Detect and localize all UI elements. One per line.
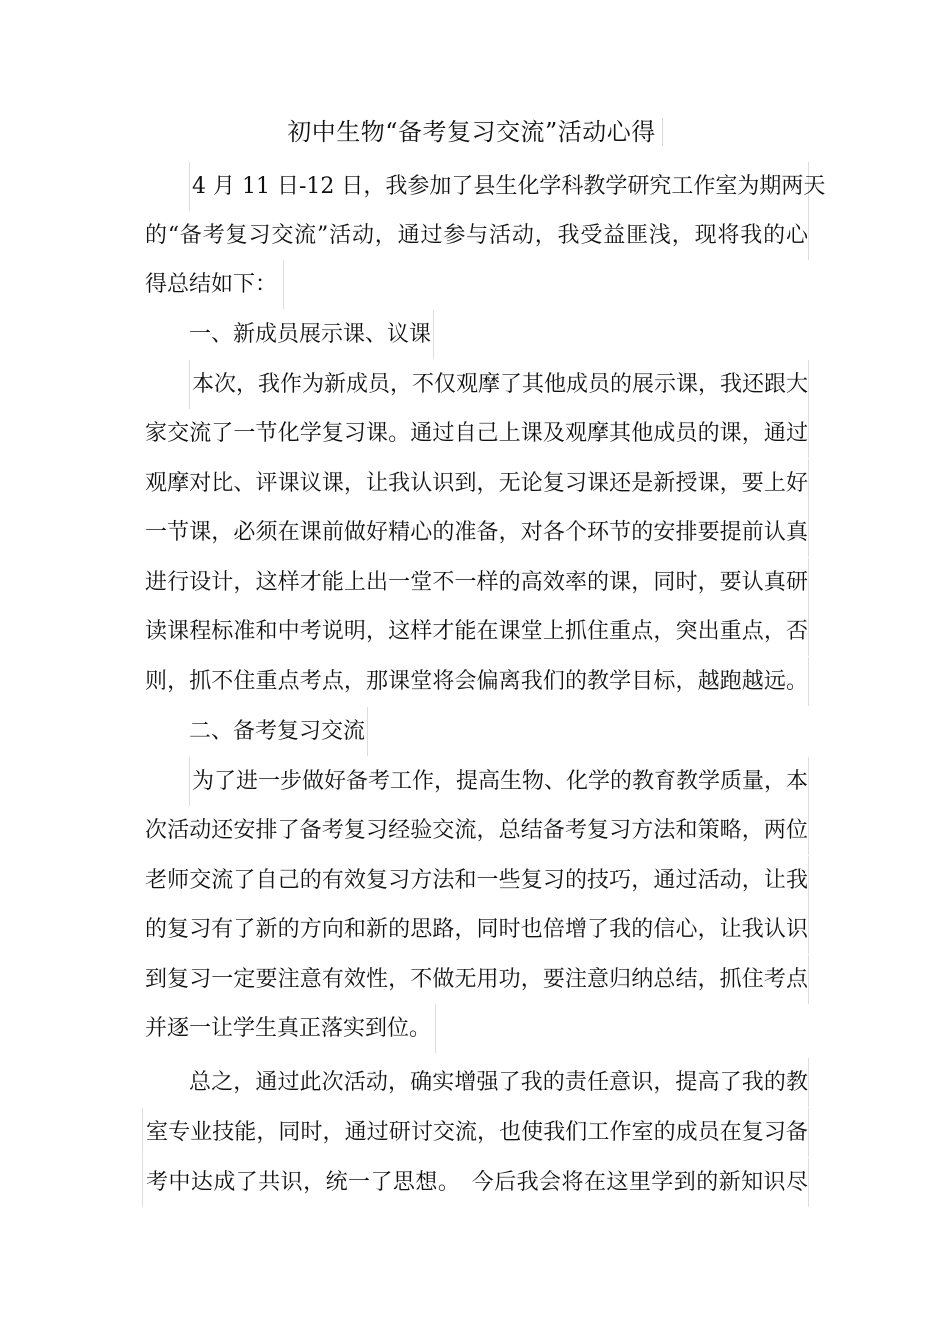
text-line-15: 老师交流了自己的有效复习方法和一些复习的技巧，通过活动，让我 xyxy=(145,856,809,905)
text-line-18: 并逐一让学生真正落实到位。 xyxy=(145,1004,436,1053)
text-line-10: 读课程标准和中考说明，这样才能在课堂上抓住重点，突出重点，否 xyxy=(145,607,809,656)
text-line-20: 室专业技能，同时，通过研讨交流，也使我们工作室的成员在复习备 xyxy=(142,1108,809,1157)
text-line-6: 家交流了一节化学复习课。通过自己上课及观摩其他成员的课，通过 xyxy=(145,409,809,458)
text-line-8: 一节课，必须在课前做好精心的准备，对各个环节的安排要提前认真 xyxy=(145,508,809,557)
text-line-14: 次活动还安排了备考复习经验交流，总结备考复习方法和策略，两位 xyxy=(145,806,809,855)
text-line-19: 总之，通过此次活动，确实增强了我的责任意识，提高了我的教 xyxy=(189,1058,809,1107)
text-line-7: 观摩对比、评课议课，让我认识到，无论复习课还是新授课，要上好 xyxy=(145,459,809,508)
text-line-13: 为了进一步做好备考工作，提高生物、化学的教育教学质量，本 xyxy=(189,757,809,806)
text-line-2: 的“备考复习交流”活动，通过参与活动，我受益匪浅，现将我的心 xyxy=(145,211,809,260)
section-heading-2: 二、备考复习交流 xyxy=(189,707,368,756)
text-line-11: 则，抓不住重点考点，那课堂将会偏离我们的教学目标，越跑越远。 xyxy=(145,657,809,706)
title-text: 初中生物“备考复习交流”活动心得 xyxy=(287,118,663,146)
section-heading-1: 一、新成员展示课、议课 xyxy=(189,310,434,359)
text-line-17: 到复习一定要注意有效性，不做无用功，要注意归纳总结，抓住考点 xyxy=(145,955,809,1004)
text-line-3: 得总结如下： xyxy=(145,260,284,309)
text-line-5: 本次，我作为新成员，不仅观摩了其他成员的展示课，我还跟大 xyxy=(189,360,809,409)
text-line-16: 的复习有了新的方向和新的思路，同时也倍增了我的信心，让我认识 xyxy=(145,905,809,954)
document-title xyxy=(0,112,950,152)
text-line-1: 4 月 11 日-12 日，我参加了县生化学科教学研究工作室为期两天 xyxy=(189,162,809,211)
text-line-9: 进行设计，这样才能上出一堂不一样的高效率的课，同时，要认真研 xyxy=(145,558,809,607)
text-line-21: 考中达成了共识，统一了思想。 今后我会将在这里学到的新知识尽 xyxy=(142,1158,809,1207)
